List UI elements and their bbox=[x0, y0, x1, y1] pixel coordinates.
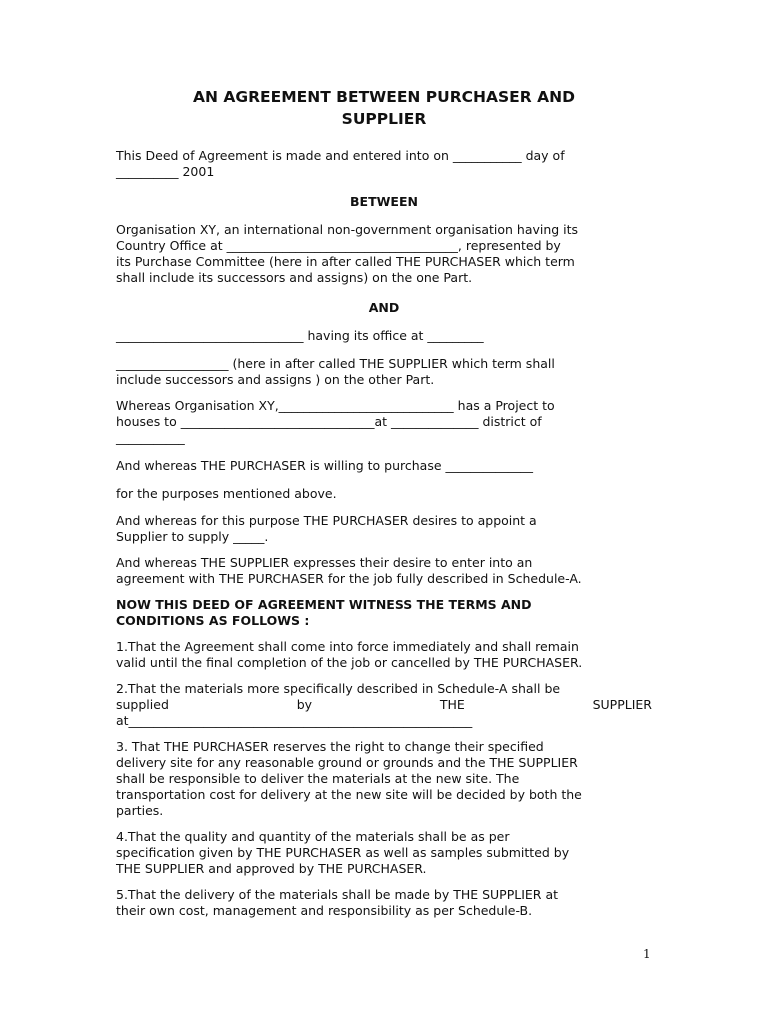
title-line-2: SUPPLIER bbox=[341, 110, 427, 128]
clause-5-line-2: their own cost, management and responsibility as per Schedule-B. bbox=[116, 903, 533, 918]
clause-4 bbox=[116, 829, 652, 877]
clause-1-line-1: 1.That the Agreement shall come into force immediately and shall remain bbox=[116, 639, 579, 654]
whereas-supplier-line-1: And whereas THE SUPPLIER expresses their desire to enter into an bbox=[116, 555, 533, 570]
clause-3 bbox=[116, 739, 652, 819]
clause-4-line-3: THE SUPPLIER and approved by THE PURCHASER. bbox=[116, 861, 427, 876]
clause-2-word-the: THE bbox=[439, 697, 465, 712]
clause-2-word-by: by bbox=[296, 697, 313, 712]
clause-3-line-4: transportation cost for delivery at the new site will be decided by both the bbox=[116, 787, 582, 802]
clause-2-line-3: at_______________________________________________________ bbox=[116, 713, 473, 728]
supplier-line-1: __________________ (here in after called THE SUPPLIER which term shall bbox=[116, 356, 555, 371]
between-heading: BETWEEN bbox=[350, 194, 418, 209]
whereas-project-line-2: houses to _______________________________at ______________ district of bbox=[116, 414, 542, 429]
witness-line-1: NOW THIS DEED OF AGREEMENT WITNESS THE TERMS AND bbox=[116, 597, 532, 612]
supplier-paragraph bbox=[116, 356, 652, 388]
title-line-1: AN AGREEMENT BETWEEN PURCHASER AND bbox=[193, 88, 575, 106]
clause-2 bbox=[116, 681, 652, 729]
clause-5-line-1: 5.That the delivery of the materials shall be made by THE SUPPLIER at bbox=[116, 887, 559, 902]
whereas-supplier-paragraph bbox=[116, 555, 652, 587]
organisation-line-1: Organisation XY, an international non-government organisation having its bbox=[116, 222, 579, 237]
and-heading: AND bbox=[368, 300, 400, 315]
clause-2-line-1: 2.That the materials more specifically described in Schedule-A shall be bbox=[116, 681, 561, 696]
clause-3-line-5: parties. bbox=[116, 803, 164, 818]
whereas-supplier-line-2: agreement with THE PURCHASER for the job fully described in Schedule-A. bbox=[116, 571, 582, 586]
intro-paragraph bbox=[116, 148, 652, 180]
intro-line-1: This Deed of Agreement is made and entered into on ___________ day of bbox=[116, 148, 565, 163]
document-title bbox=[116, 86, 652, 130]
organisation-paragraph bbox=[116, 222, 652, 286]
whereas-appoint-paragraph bbox=[116, 513, 652, 545]
supplier-office-line: ______________________________ having its office at _________ bbox=[116, 328, 484, 343]
clause-1 bbox=[116, 639, 652, 671]
clause-3-line-3: shall be responsible to deliver the materials at the new site. The bbox=[116, 771, 520, 786]
clause-3-line-2: delivery site for any reasonable ground or grounds and the THE SUPPLIER bbox=[116, 755, 578, 770]
purposes-line: for the purposes mentioned above. bbox=[116, 486, 337, 501]
witness-line-2: CONDITIONS AS FOLLOWS : bbox=[116, 613, 310, 628]
organisation-line-3: its Purchase Committee (here in after called THE PURCHASER which term bbox=[116, 254, 575, 269]
organisation-line-4: shall include its successors and assigns) on the one Part. bbox=[116, 270, 473, 285]
document-page bbox=[116, 86, 652, 929]
clause-2-word-supplied: supplied bbox=[116, 697, 169, 712]
whereas-purchase-line: And whereas THE PURCHASER is willing to purchase ______________ bbox=[116, 458, 534, 473]
clause-4-line-2: specification given by THE PURCHASER as well as samples submitted by bbox=[116, 845, 570, 860]
clause-5 bbox=[116, 887, 652, 919]
clause-2-word-supplier: SUPPLIER bbox=[592, 697, 652, 712]
organisation-line-2: Country Office at _____________________________________, represented by bbox=[116, 238, 561, 253]
whereas-appoint-line-2: Supplier to supply _____. bbox=[116, 529, 269, 544]
clause-3-line-1: 3. That THE PURCHASER reserves the right to change their specified bbox=[116, 739, 544, 754]
clause-2-line-2 bbox=[116, 697, 652, 713]
whereas-project-line-3: ___________ bbox=[116, 430, 185, 445]
page-number: 1 bbox=[643, 947, 651, 961]
whereas-project-line-1: Whereas Organisation XY,____________________________ has a Project to bbox=[116, 398, 555, 413]
clause-1-line-2: valid until the final completion of the job or cancelled by THE PURCHASER. bbox=[116, 655, 583, 670]
whereas-project-paragraph bbox=[116, 398, 652, 446]
whereas-appoint-line-1: And whereas for this purpose THE PURCHASER desires to appoint a bbox=[116, 513, 537, 528]
supplier-line-2: include successors and assigns ) on the other Part. bbox=[116, 372, 435, 387]
intro-line-2: __________ 2001 bbox=[116, 164, 215, 179]
witness-heading bbox=[116, 597, 652, 629]
clause-4-line-1: 4.That the quality and quantity of the materials shall be as per bbox=[116, 829, 510, 844]
